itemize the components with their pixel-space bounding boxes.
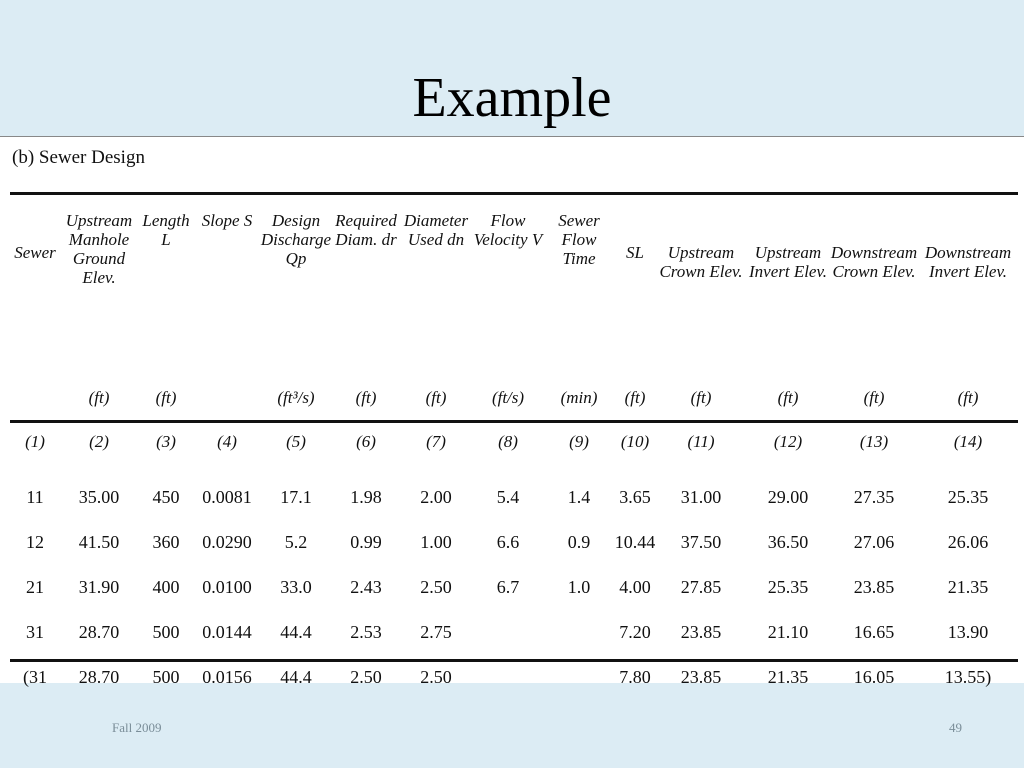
table-row bbox=[10, 610, 1018, 655]
table-cell: 5.2 bbox=[284, 532, 308, 552]
column-header: Downstream Crown Elev. bbox=[830, 243, 918, 281]
table-cell: 2.50 bbox=[350, 667, 382, 687]
column-header: Upstream Manhole Ground Elev. bbox=[65, 211, 133, 287]
table-cell: 25.35 bbox=[767, 577, 809, 597]
table-subtitle: (b) Sewer Design bbox=[12, 147, 145, 168]
unit-label: (ft³/s) bbox=[277, 387, 315, 407]
column-header: Flow Velocity V bbox=[473, 211, 543, 249]
table-cell: 21.35 bbox=[947, 577, 989, 597]
table-cell: 0.9 bbox=[567, 532, 591, 552]
unit-label: (ft) bbox=[624, 387, 646, 407]
table-cell: 31.90 bbox=[78, 577, 120, 597]
column-header: Design Discharge Qp bbox=[260, 211, 332, 268]
table-cell: 27.35 bbox=[853, 487, 895, 507]
table-cell: 31 bbox=[26, 622, 44, 642]
table-cell: 2.50 bbox=[420, 667, 452, 687]
table-image-panel bbox=[0, 137, 1024, 687]
unit-label: (min) bbox=[560, 387, 598, 407]
column-number: (3) bbox=[156, 431, 176, 451]
table-cell: 28.70 bbox=[78, 667, 120, 687]
table-cell: 7.20 bbox=[619, 622, 651, 642]
table-cell: 1.98 bbox=[350, 487, 382, 507]
table-cell: 0.0290 bbox=[202, 532, 252, 552]
table-cell: 23.85 bbox=[680, 667, 722, 687]
column-number: (6) bbox=[356, 431, 376, 451]
table-cell: 16.05 bbox=[853, 667, 895, 687]
unit-label: (ft) bbox=[155, 387, 177, 407]
table-cell: 36.50 bbox=[767, 532, 809, 552]
table-cell: 500 bbox=[152, 622, 180, 642]
column-number: (8) bbox=[498, 431, 518, 451]
table-cell: 29.00 bbox=[767, 487, 809, 507]
column-header: Upstream Crown Elev. bbox=[659, 243, 743, 281]
column-number: (4) bbox=[217, 431, 237, 451]
unit-label: (ft) bbox=[863, 387, 885, 407]
table-cell: 2.53 bbox=[350, 622, 382, 642]
unit-label: (ft) bbox=[425, 387, 447, 407]
table-cell: 360 bbox=[152, 532, 180, 552]
unit-label: (ft) bbox=[88, 387, 110, 407]
table-row bbox=[10, 475, 1018, 520]
table-cell: 28.70 bbox=[78, 622, 120, 642]
column-number: (12) bbox=[773, 431, 803, 451]
table-cell: 0.0081 bbox=[202, 487, 252, 507]
column-number: (1) bbox=[25, 431, 45, 451]
table-cell: 35.00 bbox=[78, 487, 120, 507]
column-number: (11) bbox=[687, 431, 715, 451]
table-cell: 2.43 bbox=[350, 577, 382, 597]
table-cell: 6.6 bbox=[496, 532, 520, 552]
column-number: (10) bbox=[620, 431, 650, 451]
column-number-row bbox=[10, 419, 1018, 463]
table-cell: 13.90 bbox=[947, 622, 989, 642]
column-header: Sewer bbox=[14, 243, 56, 262]
table-cell: 7.80 bbox=[619, 667, 651, 687]
table-cell: 21 bbox=[26, 577, 44, 597]
table-cell: 44.4 bbox=[280, 667, 312, 687]
table-cell: 0.0100 bbox=[202, 577, 252, 597]
sewer-design-table bbox=[10, 199, 1018, 700]
column-header: Sewer Flow Time bbox=[558, 211, 600, 268]
column-number: (14) bbox=[953, 431, 983, 451]
column-number: (2) bbox=[89, 431, 109, 451]
table-cell: 12 bbox=[26, 532, 44, 552]
header-row bbox=[10, 199, 1018, 375]
table-cell: 21.35 bbox=[767, 667, 809, 687]
table-cell: 31.00 bbox=[680, 487, 722, 507]
table-cell: 44.4 bbox=[280, 622, 312, 642]
table-cell: 41.50 bbox=[78, 532, 120, 552]
table-cell: (31 bbox=[23, 667, 47, 687]
column-number: (9) bbox=[569, 431, 589, 451]
unit-label: (ft) bbox=[355, 387, 377, 407]
table-cell: 2.50 bbox=[420, 577, 452, 597]
table-cell: 0.0156 bbox=[202, 667, 252, 687]
table-cell: 2.75 bbox=[420, 622, 452, 642]
column-number: (5) bbox=[286, 431, 306, 451]
unit-label: (ft) bbox=[957, 387, 979, 407]
table-cell: 500 bbox=[152, 667, 180, 687]
table-cell: 16.65 bbox=[853, 622, 895, 642]
body-spacer bbox=[10, 463, 1018, 475]
table-cell: 0.99 bbox=[350, 532, 382, 552]
slide-number: 49 bbox=[949, 720, 962, 735]
table-cell: 1.4 bbox=[567, 487, 591, 507]
table-cell: 37.50 bbox=[680, 532, 722, 552]
column-header: Upstream Invert Elev. bbox=[748, 243, 828, 281]
table-cell bbox=[472, 655, 544, 700]
table-cell: 17.1 bbox=[280, 487, 312, 507]
column-header: Downstream Invert Elev. bbox=[924, 243, 1012, 281]
column-header: Length L bbox=[142, 211, 190, 249]
table-cell: 2.00 bbox=[420, 487, 452, 507]
table-cell: 6.7 bbox=[496, 577, 520, 597]
column-number: (13) bbox=[859, 431, 889, 451]
table-cell: 23.85 bbox=[680, 622, 722, 642]
unit-label: (ft) bbox=[690, 387, 712, 407]
table-cell: 25.35 bbox=[947, 487, 989, 507]
footer-date: Fall 2009 bbox=[112, 720, 162, 735]
table-cell: 0.0144 bbox=[202, 622, 252, 642]
column-header: SL bbox=[626, 243, 644, 262]
table-cell: 27.06 bbox=[853, 532, 895, 552]
unit-label: (ft/s) bbox=[491, 387, 525, 407]
table-cell bbox=[472, 610, 544, 655]
column-number: (7) bbox=[426, 431, 446, 451]
table-cell bbox=[544, 610, 614, 655]
table-cell: 3.65 bbox=[619, 487, 651, 507]
table-row bbox=[10, 655, 1018, 700]
table-cell: 26.06 bbox=[947, 532, 989, 552]
table-cell: 13.55) bbox=[944, 667, 992, 687]
table-row bbox=[10, 565, 1018, 610]
table-cell: 1.0 bbox=[567, 577, 591, 597]
column-header: Diameter Used dn bbox=[403, 211, 469, 249]
table-top-rule bbox=[10, 192, 1018, 195]
unit-label: (ft) bbox=[777, 387, 799, 407]
table-cell: 400 bbox=[152, 577, 180, 597]
table-cell: 10.44 bbox=[614, 532, 656, 552]
column-header: Required Diam. dr bbox=[335, 211, 397, 249]
table-cell: 4.00 bbox=[619, 577, 651, 597]
slide-title: Example bbox=[412, 67, 612, 129]
table-cell: 23.85 bbox=[853, 577, 895, 597]
unit-label bbox=[10, 375, 60, 419]
table-cell bbox=[544, 655, 614, 700]
units-row bbox=[10, 375, 1018, 419]
table-cell: 5.4 bbox=[496, 487, 520, 507]
table-cell: 27.85 bbox=[680, 577, 722, 597]
table-cell: 11 bbox=[26, 487, 44, 507]
table-cell: 21.10 bbox=[767, 622, 809, 642]
table-row bbox=[10, 520, 1018, 565]
unit-label bbox=[194, 375, 260, 419]
table-cell: 33.0 bbox=[280, 577, 312, 597]
table-cell: 450 bbox=[152, 487, 180, 507]
column-header: Slope S bbox=[201, 211, 253, 230]
table-cell: 1.00 bbox=[420, 532, 452, 552]
